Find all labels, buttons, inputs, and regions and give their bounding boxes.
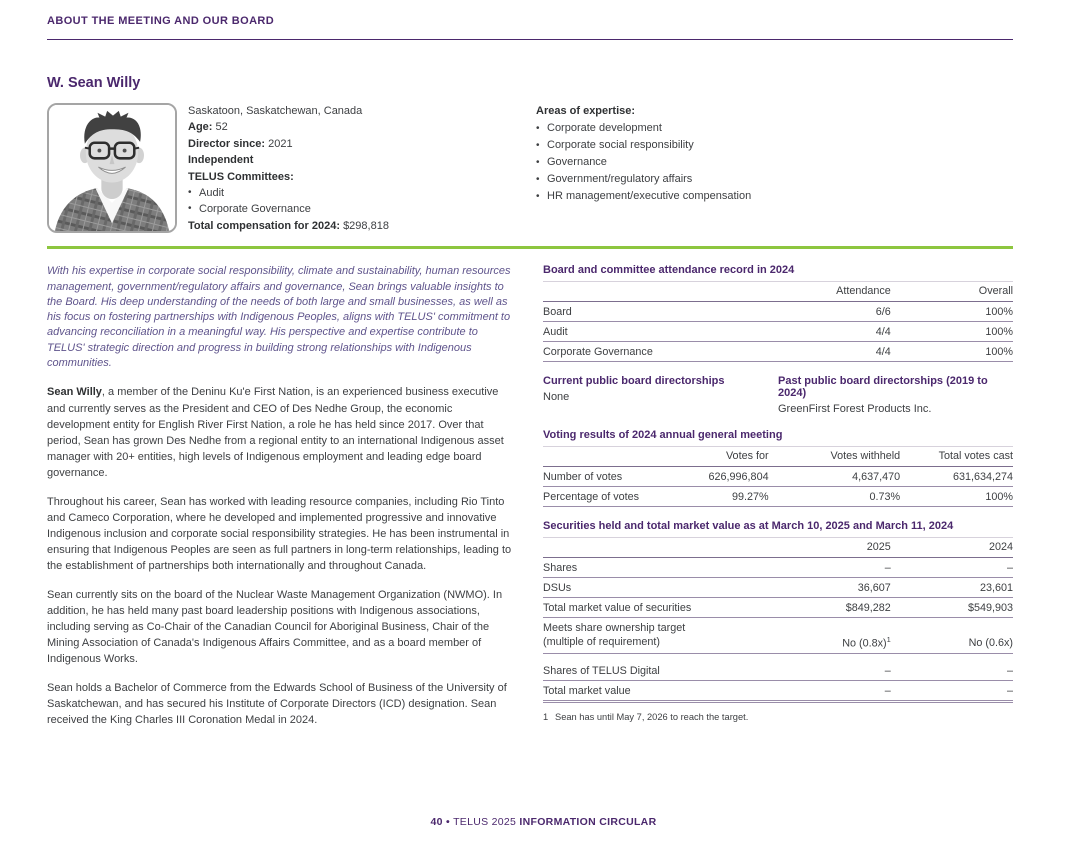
- footer-separator: •: [446, 816, 451, 828]
- column-header: 2024: [891, 538, 1013, 558]
- expertise-label: Areas of expertise:: [536, 105, 636, 117]
- expertise-item: • Corporate social responsibility: [536, 137, 1006, 154]
- footnote-number: 1: [543, 712, 549, 723]
- column-header: Attendance: [731, 282, 891, 302]
- bullet-icon: •: [536, 123, 540, 134]
- bio-paragraph: Throughout his career, Sean has worked with leading resource companies, including Rio Tinto and Cameco Corporation, where he developed and implemented progressive and innovative Indigenous inclusion and corporate social responsibility strategies. He has been instrumental in ensuring that Indigenous Peoples are seen as full partners in long-term relationships, leading to the establishment of partnerships both internationally and throughout Canada.: [47, 495, 512, 573]
- voting-table: [543, 446, 1013, 507]
- column-header: Votes withheld: [769, 447, 901, 467]
- footer-brand: TELUS 2025: [453, 816, 517, 828]
- expertise-item: • Corporate development: [536, 120, 1006, 137]
- footer-page-number: 40: [430, 816, 443, 828]
- director-since: Director since: 2021: [188, 137, 293, 150]
- bullet-icon: •: [536, 174, 540, 185]
- column-header: 2025: [764, 538, 891, 558]
- biography-column: [47, 264, 517, 740]
- committee-item: • Corporate Governance: [188, 201, 536, 217]
- green-divider: [47, 246, 1013, 249]
- footnote-marker: 1: [886, 634, 891, 644]
- director-details: [177, 103, 536, 234]
- past-directorships: [778, 375, 1013, 415]
- table-spacer: [543, 653, 1013, 661]
- bullet-icon: •: [188, 203, 192, 215]
- current-directorships: [543, 375, 778, 415]
- director-age: Age: 52: [188, 121, 228, 134]
- table-row: Percentage of votes 99.27% 0.73% 100%: [543, 487, 1013, 507]
- footnote: [543, 712, 1013, 722]
- securities-table: [543, 537, 1013, 703]
- section-kicker: ABOUT THE MEETING AND OUR BOARD: [47, 15, 1013, 40]
- column-header: Overall: [891, 282, 1013, 302]
- expertise-section: [536, 103, 1006, 234]
- directorships-section: [543, 375, 1013, 415]
- current-directorships-value: None: [543, 391, 570, 404]
- table-row: Number of votes 626,996,804 4,637,470 631,634,274: [543, 467, 1013, 487]
- table-row: Shares of TELUS Digital – –: [543, 661, 1013, 681]
- portrait-illustration: [49, 105, 175, 231]
- page-footer: [0, 816, 1087, 828]
- expertise-item: • Government/regulatory affairs: [536, 171, 1006, 188]
- bullet-icon: •: [536, 140, 540, 151]
- bullet-icon: •: [536, 191, 540, 202]
- profile-section: [47, 103, 1013, 234]
- expertise-item: • Governance: [536, 154, 1006, 171]
- table-row-ownership-target: Meets share ownership target (multiple of requirement) No $(0.8x)^1$ No (0.6x): [543, 618, 1013, 654]
- table-header-row: [543, 282, 1013, 302]
- bio-paragraph: Sean Willy, a member of the Deninu Ku'e First Nation, is an experienced business executive and currently serves as the President and CEO of Des Nedhe Group, the economic development entity for English River First Nation, a role he has held since 2017. Over that period, Sean has grown Des Nedhe from a regional entity to an international Indigenous asset manager with 20+ entities, high levels of Indigenous employment and leading edge board governance.: [47, 386, 504, 480]
- column-header: Total votes cast: [900, 447, 1013, 467]
- committees-label: TELUS Committees:: [188, 170, 294, 183]
- table-row: Shares – –: [543, 558, 1013, 578]
- director-location: Saskatoon, Saskatchewan, Canada: [188, 105, 363, 117]
- director-compensation: Total compensation for 2024: $298,818: [188, 219, 389, 232]
- table-row: Audit 4/4 100%: [543, 322, 1013, 342]
- bio-paragraph: Sean holds a Bachelor of Commerce from the Edwards School of Business of the University of Saskatchewan, and has secured his Institute of Corporate Directors (ICD) designation. Sean received the King Charles III Coronation Medal in 2024.: [47, 681, 507, 726]
- past-directorships-label: Past public board directorships (2019 to 2024): [778, 375, 988, 400]
- past-directorships-value: GreenFirst Forest Products Inc.: [778, 403, 932, 416]
- current-directorships-label: Current public board directorships: [543, 375, 725, 388]
- committee-item: • Audit: [188, 185, 536, 201]
- bullet-icon: •: [536, 157, 540, 168]
- table-row: Total market value of securities $849,282 $549,903: [543, 598, 1013, 618]
- footnote-text: Sean has until May 7, 2026 to reach the target.: [555, 712, 749, 723]
- footer-circular: INFORMATION CIRCULAR: [519, 816, 657, 828]
- data-column: [543, 264, 1013, 740]
- expertise-item: • HR management/executive compensation: [536, 188, 1006, 205]
- table-row: Corporate Governance 4/4 100%: [543, 342, 1013, 362]
- table-row: Total market value – –: [543, 681, 1013, 702]
- voting-title: Voting results of 2024 annual general meeting: [543, 429, 783, 442]
- table-row: Board 6/6 100%: [543, 302, 1013, 322]
- securities-title: Securities held and total market value as at March 10, 2025 and March 11, 2024: [543, 520, 954, 533]
- column-header: Votes for: [665, 447, 768, 467]
- page-title: W. Sean Willy: [47, 75, 141, 91]
- table-row: DSUs 36,607 23,601: [543, 578, 1013, 598]
- attendance-title: Board and committee attendance record in 2024: [543, 264, 795, 277]
- table-header-row: [543, 447, 1013, 467]
- bio-paragraph: Sean currently sits on the board of the Nuclear Waste Management Organization (NWMO). In addition, he has held many past board leadership positions with Indigenous associations, including serving as Co-Chair of the Canadian Council for Aboriginal Business, Chair of the Mining Association of Canada's Indigenous Affairs Committee, and as a board member of Indigenous Works.: [47, 588, 503, 666]
- bio-highlight: With his expertise in corporate social responsibility, climate and sustainability, human resources management, government/regulatory affairs and governance, Sean brings valuable insights to the Board. His deep understanding of the needs of both large and small businesses, as well as his focus on fostering partnerships with Indigenous Peoples, aligns with TELUS' commitment to advancing reconciliation in a meaningful way. His perspective and expertise contribute to TELUS' strategic direction and progress in building strong relationships with Indigenous communities.: [47, 265, 511, 370]
- bullet-icon: •: [188, 187, 192, 199]
- attendance-table: [543, 281, 1013, 362]
- table-header-row: [543, 538, 1013, 558]
- director-photo: [47, 103, 177, 233]
- director-independent: Independent: [188, 154, 254, 167]
